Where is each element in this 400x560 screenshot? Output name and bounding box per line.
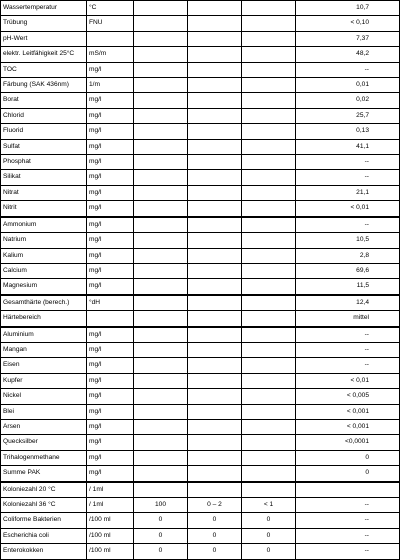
cell-range bbox=[188, 389, 242, 404]
cell-reference bbox=[242, 62, 296, 77]
cell-unit: °C bbox=[87, 1, 134, 16]
cell-limit bbox=[134, 124, 188, 139]
cell-parameter: Aluminium bbox=[1, 327, 87, 343]
table-row bbox=[1, 435, 400, 450]
table-row bbox=[1, 389, 400, 404]
cell-reference bbox=[242, 201, 296, 217]
cell-unit: mg/l bbox=[87, 450, 134, 465]
cell-value: -- bbox=[296, 358, 400, 373]
table-row bbox=[1, 404, 400, 419]
cell-range bbox=[188, 47, 242, 62]
cell-value: 25,7 bbox=[296, 108, 400, 123]
cell-reference bbox=[242, 311, 296, 327]
table-row bbox=[1, 248, 400, 263]
table-row bbox=[1, 233, 400, 248]
cell-limit bbox=[134, 31, 188, 46]
cell-reference bbox=[242, 373, 296, 388]
cell-value: 69,6 bbox=[296, 263, 400, 278]
cell-reference bbox=[242, 279, 296, 295]
cell-range: 0 bbox=[188, 544, 242, 559]
cell-unit: mg/l bbox=[87, 217, 134, 233]
cell-reference bbox=[242, 139, 296, 154]
cell-value: -- bbox=[296, 544, 400, 559]
table-row bbox=[1, 513, 400, 528]
cell-reference bbox=[242, 108, 296, 123]
cell-value: -- bbox=[296, 498, 400, 513]
cell-limit bbox=[134, 139, 188, 154]
cell-value: < 0,01 bbox=[296, 201, 400, 217]
cell-reference bbox=[242, 327, 296, 343]
cell-unit: mg/l bbox=[87, 108, 134, 123]
cell-limit bbox=[134, 16, 188, 31]
table-row bbox=[1, 358, 400, 373]
table-body bbox=[1, 1, 400, 560]
cell-reference bbox=[242, 155, 296, 170]
cell-limit bbox=[134, 93, 188, 108]
cell-parameter: Quecksilber bbox=[1, 435, 87, 450]
cell-limit bbox=[134, 482, 188, 498]
cell-parameter: Phosphat bbox=[1, 155, 87, 170]
cell-unit bbox=[87, 311, 134, 327]
cell-value: -- bbox=[296, 327, 400, 343]
cell-unit: °dH bbox=[87, 295, 134, 311]
cell-parameter: Chlorid bbox=[1, 108, 87, 123]
cell-limit bbox=[134, 47, 188, 62]
cell-parameter: Calcium bbox=[1, 263, 87, 278]
cell-reference bbox=[242, 93, 296, 108]
cell-parameter: Trihalogenmethane bbox=[1, 450, 87, 465]
cell-value: 0 bbox=[296, 466, 400, 482]
cell-unit: 1/m bbox=[87, 78, 134, 93]
cell-value: < 0,001 bbox=[296, 404, 400, 419]
table-row bbox=[1, 185, 400, 200]
cell-limit bbox=[134, 311, 188, 327]
cell-range bbox=[188, 1, 242, 16]
cell-parameter: Sulfat bbox=[1, 139, 87, 154]
cell-reference bbox=[242, 124, 296, 139]
cell-reference: < 1 bbox=[242, 498, 296, 513]
cell-limit bbox=[134, 155, 188, 170]
cell-limit bbox=[134, 263, 188, 278]
table-row bbox=[1, 62, 400, 77]
cell-value: 12,4 bbox=[296, 295, 400, 311]
cell-reference bbox=[242, 185, 296, 200]
cell-reference bbox=[242, 233, 296, 248]
table-row bbox=[1, 327, 400, 343]
cell-unit: mg/l bbox=[87, 466, 134, 482]
cell-value bbox=[296, 482, 400, 498]
cell-value: -- bbox=[296, 342, 400, 357]
cell-range bbox=[188, 263, 242, 278]
cell-parameter: Trübung bbox=[1, 16, 87, 31]
cell-value: -- bbox=[296, 62, 400, 77]
cell-unit: mg/l bbox=[87, 419, 134, 434]
cell-parameter: Nitrit bbox=[1, 201, 87, 217]
cell-reference: 0 bbox=[242, 528, 296, 543]
cell-unit: mg/l bbox=[87, 248, 134, 263]
cell-range bbox=[188, 108, 242, 123]
cell-reference: 0 bbox=[242, 544, 296, 559]
cell-value: 21,1 bbox=[296, 185, 400, 200]
cell-unit: mg/l bbox=[87, 233, 134, 248]
cell-parameter: Fluorid bbox=[1, 124, 87, 139]
cell-limit bbox=[134, 233, 188, 248]
cell-value: -- bbox=[296, 170, 400, 185]
table-row bbox=[1, 93, 400, 108]
cell-range bbox=[188, 217, 242, 233]
table-row bbox=[1, 482, 400, 498]
cell-unit: mg/l bbox=[87, 93, 134, 108]
cell-unit: mg/l bbox=[87, 201, 134, 217]
cell-range bbox=[188, 93, 242, 108]
cell-unit bbox=[87, 31, 134, 46]
cell-range bbox=[188, 155, 242, 170]
cell-unit: mg/l bbox=[87, 404, 134, 419]
cell-range bbox=[188, 78, 242, 93]
cell-parameter: Wassertemperatur bbox=[1, 1, 87, 16]
cell-parameter: Nitrat bbox=[1, 185, 87, 200]
cell-reference bbox=[242, 295, 296, 311]
table-row bbox=[1, 263, 400, 278]
cell-range bbox=[188, 295, 242, 311]
cell-limit bbox=[134, 78, 188, 93]
table-row bbox=[1, 373, 400, 388]
cell-range bbox=[188, 373, 242, 388]
cell-parameter: Coliforme Bakterien bbox=[1, 513, 87, 528]
cell-range bbox=[188, 466, 242, 482]
cell-reference bbox=[242, 31, 296, 46]
table-row bbox=[1, 528, 400, 543]
cell-unit: mg/l bbox=[87, 170, 134, 185]
cell-parameter: Mangan bbox=[1, 342, 87, 357]
table-row bbox=[1, 311, 400, 327]
cell-parameter: Härtebereich bbox=[1, 311, 87, 327]
cell-parameter: Natrium bbox=[1, 233, 87, 248]
table-row bbox=[1, 170, 400, 185]
cell-limit bbox=[134, 466, 188, 482]
cell-range: 0 – 2 bbox=[188, 498, 242, 513]
cell-range bbox=[188, 311, 242, 327]
cell-reference bbox=[242, 482, 296, 498]
cell-limit bbox=[134, 450, 188, 465]
cell-limit bbox=[134, 435, 188, 450]
cell-range bbox=[188, 16, 242, 31]
table-row bbox=[1, 419, 400, 434]
cell-limit bbox=[134, 185, 188, 200]
cell-parameter: Summe PAK bbox=[1, 466, 87, 482]
table-row bbox=[1, 31, 400, 46]
cell-limit: 100 bbox=[134, 498, 188, 513]
cell-limit bbox=[134, 404, 188, 419]
cell-reference bbox=[242, 404, 296, 419]
cell-unit: FNU bbox=[87, 16, 134, 31]
cell-value: 41,1 bbox=[296, 139, 400, 154]
cell-parameter: Koloniezahl 20 °C bbox=[1, 482, 87, 498]
cell-parameter: Blei bbox=[1, 404, 87, 419]
cell-range bbox=[188, 482, 242, 498]
cell-reference bbox=[242, 170, 296, 185]
table-row bbox=[1, 295, 400, 311]
cell-parameter: TOC bbox=[1, 62, 87, 77]
cell-range bbox=[188, 139, 242, 154]
cell-parameter: Enterokokken bbox=[1, 544, 87, 559]
cell-parameter: Gesamthärte (berech.) bbox=[1, 295, 87, 311]
cell-unit: /100 ml bbox=[87, 544, 134, 559]
cell-parameter: Nickel bbox=[1, 389, 87, 404]
cell-parameter: Kupfer bbox=[1, 373, 87, 388]
cell-unit: mg/l bbox=[87, 263, 134, 278]
table-row bbox=[1, 78, 400, 93]
table-row bbox=[1, 139, 400, 154]
cell-reference bbox=[242, 419, 296, 434]
cell-value: 0,02 bbox=[296, 93, 400, 108]
cell-unit: mg/l bbox=[87, 327, 134, 343]
cell-range bbox=[188, 170, 242, 185]
cell-range bbox=[188, 342, 242, 357]
cell-reference bbox=[242, 342, 296, 357]
table-row bbox=[1, 124, 400, 139]
cell-value: 7,37 bbox=[296, 31, 400, 46]
cell-range bbox=[188, 327, 242, 343]
cell-reference bbox=[242, 358, 296, 373]
cell-reference: 0 bbox=[242, 513, 296, 528]
cell-limit bbox=[134, 342, 188, 357]
cell-limit: 0 bbox=[134, 528, 188, 543]
cell-value: 0,01 bbox=[296, 78, 400, 93]
cell-value: -- bbox=[296, 513, 400, 528]
cell-limit bbox=[134, 217, 188, 233]
cell-limit bbox=[134, 279, 188, 295]
cell-range bbox=[188, 31, 242, 46]
cell-limit bbox=[134, 358, 188, 373]
cell-limit bbox=[134, 389, 188, 404]
table-row bbox=[1, 466, 400, 482]
cell-unit: / 1ml bbox=[87, 498, 134, 513]
table-row bbox=[1, 155, 400, 170]
cell-range bbox=[188, 62, 242, 77]
cell-unit: mg/l bbox=[87, 435, 134, 450]
cell-limit bbox=[134, 201, 188, 217]
cell-value: -- bbox=[296, 155, 400, 170]
cell-unit: / 1ml bbox=[87, 482, 134, 498]
cell-range bbox=[188, 435, 242, 450]
cell-unit: mg/l bbox=[87, 124, 134, 139]
cell-range bbox=[188, 124, 242, 139]
cell-limit bbox=[134, 1, 188, 16]
cell-parameter: Arsen bbox=[1, 419, 87, 434]
cell-value: mittel bbox=[296, 311, 400, 327]
cell-unit: mg/l bbox=[87, 155, 134, 170]
cell-range bbox=[188, 233, 242, 248]
cell-unit: mg/l bbox=[87, 358, 134, 373]
cell-unit: /100 ml bbox=[87, 528, 134, 543]
cell-value: 0 bbox=[296, 450, 400, 465]
cell-limit bbox=[134, 295, 188, 311]
table-row bbox=[1, 279, 400, 295]
cell-range: 0 bbox=[188, 513, 242, 528]
table-row bbox=[1, 450, 400, 465]
cell-value: -- bbox=[296, 528, 400, 543]
cell-limit bbox=[134, 327, 188, 343]
cell-range bbox=[188, 450, 242, 465]
cell-limit bbox=[134, 62, 188, 77]
cell-parameter: Ammonium bbox=[1, 217, 87, 233]
cell-reference bbox=[242, 450, 296, 465]
cell-unit: mg/l bbox=[87, 279, 134, 295]
cell-value: < 0,005 bbox=[296, 389, 400, 404]
table-row bbox=[1, 1, 400, 16]
table-row bbox=[1, 544, 400, 559]
cell-value: -- bbox=[296, 217, 400, 233]
table-row bbox=[1, 47, 400, 62]
table-row bbox=[1, 217, 400, 233]
cell-value: 10,7 bbox=[296, 1, 400, 16]
cell-reference bbox=[242, 435, 296, 450]
cell-parameter: Färbung (SAK 436nm) bbox=[1, 78, 87, 93]
cell-range bbox=[188, 404, 242, 419]
cell-value: < 0,10 bbox=[296, 16, 400, 31]
cell-reference bbox=[242, 466, 296, 482]
cell-limit bbox=[134, 108, 188, 123]
cell-limit bbox=[134, 373, 188, 388]
cell-range: 0 bbox=[188, 528, 242, 543]
cell-parameter: Koloniezahl 36 °C bbox=[1, 498, 87, 513]
cell-reference bbox=[242, 263, 296, 278]
cell-range bbox=[188, 201, 242, 217]
cell-limit bbox=[134, 170, 188, 185]
cell-unit: mg/l bbox=[87, 62, 134, 77]
cell-reference bbox=[242, 47, 296, 62]
cell-range bbox=[188, 419, 242, 434]
table-row bbox=[1, 108, 400, 123]
cell-parameter: pH-Wert bbox=[1, 31, 87, 46]
cell-reference bbox=[242, 78, 296, 93]
cell-unit: mg/l bbox=[87, 139, 134, 154]
cell-value: 2,8 bbox=[296, 248, 400, 263]
cell-reference bbox=[242, 389, 296, 404]
cell-parameter: Magnesium bbox=[1, 279, 87, 295]
cell-range bbox=[188, 248, 242, 263]
cell-value: 10,5 bbox=[296, 233, 400, 248]
cell-parameter: Borat bbox=[1, 93, 87, 108]
cell-reference bbox=[242, 1, 296, 16]
cell-parameter: Escherichia coli bbox=[1, 528, 87, 543]
table-row bbox=[1, 201, 400, 217]
cell-unit: mg/l bbox=[87, 373, 134, 388]
cell-parameter: Silikat bbox=[1, 170, 87, 185]
cell-value: < 0,001 bbox=[296, 419, 400, 434]
cell-limit: 0 bbox=[134, 544, 188, 559]
cell-limit: 0 bbox=[134, 513, 188, 528]
cell-unit: mg/l bbox=[87, 342, 134, 357]
cell-value: 0,13 bbox=[296, 124, 400, 139]
cell-reference bbox=[242, 16, 296, 31]
cell-parameter: elektr. Leitfähigkeit 25°C bbox=[1, 47, 87, 62]
cell-unit: mg/l bbox=[87, 389, 134, 404]
cell-value: 48,2 bbox=[296, 47, 400, 62]
cell-range bbox=[188, 358, 242, 373]
cell-unit: /100 ml bbox=[87, 513, 134, 528]
cell-reference bbox=[242, 217, 296, 233]
table-row bbox=[1, 16, 400, 31]
cell-reference bbox=[242, 248, 296, 263]
cell-value: <0,0001 bbox=[296, 435, 400, 450]
cell-parameter: Eisen bbox=[1, 358, 87, 373]
cell-parameter: Kalium bbox=[1, 248, 87, 263]
cell-value: < 0,01 bbox=[296, 373, 400, 388]
cell-value: 11,5 bbox=[296, 279, 400, 295]
cell-unit: mg/l bbox=[87, 185, 134, 200]
cell-limit bbox=[134, 419, 188, 434]
table-row bbox=[1, 342, 400, 357]
cell-range bbox=[188, 185, 242, 200]
cell-range bbox=[188, 279, 242, 295]
cell-unit: mS/m bbox=[87, 47, 134, 62]
cell-limit bbox=[134, 248, 188, 263]
